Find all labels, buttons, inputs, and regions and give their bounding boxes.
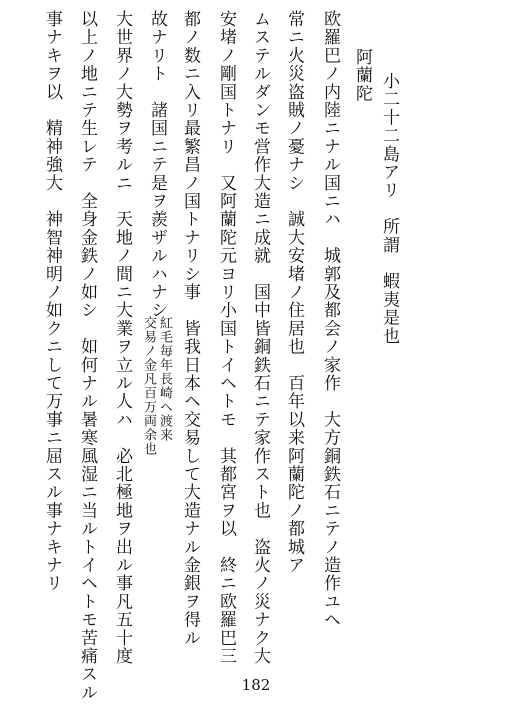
note-line: 紅毛毎年長崎へ渡来 <box>157 316 172 442</box>
page-number: 182 <box>241 676 271 694</box>
note-line: 交易ノ金凡百万両余也 <box>141 316 156 456</box>
inline-note <box>136 316 172 486</box>
heading-line: 小二十二島アリ 所謂 蝦夷是也 <box>379 72 399 345</box>
text-column: 事ナキヲ以 精神強大 神智神明ノ如クニして万事ニ屈スル事ナキナリ <box>42 10 62 593</box>
text-column: 故ナリト 諸国ニテ是ヲ羨ザルハナシ <box>147 10 167 320</box>
text-column: ムステルダンモ営作大造ニ成就 国中皆銅鉄石ニテ家作スト也 盗火ノ災ナク大 <box>250 10 270 666</box>
text-column: 安堵ノ剛国トナリ 又阿蘭陀元ヨリ小国トイヘトモ 其都宮ヲ以 終ニ欧羅巴三 <box>216 10 236 666</box>
text-column: 都ノ数ニ入リ最繁昌ノ国トナリシ事 皆我日本ヘ交易して大造ナル金銀ヲ得ル <box>180 10 200 647</box>
text-column: 常ニ火災盗賊ノ憂ナシ 誠大安堵ノ住居也 百年以来阿蘭陀ノ都城ア <box>284 10 304 575</box>
text-column: 大世界ノ大勢ヲ考ルニ 天地ノ間ニ大業ヲ立ル人ハ 必北極地ヲ出ル事凡五十度 <box>112 10 132 666</box>
section-title: 阿蘭陀 <box>352 48 372 103</box>
text-column: 以上ノ地ニテ生レテ 全身金鉄ノ如シ 如何ナル暑寒風湿ニ当ルトイヘトモ苦痛スル <box>77 10 97 702</box>
text-column: 欧羅巴ノ内陸ニナル国ニハ 城郭及都会ノ家作 大方銅鉄石ニテノ造作ユヘ <box>320 10 340 629</box>
